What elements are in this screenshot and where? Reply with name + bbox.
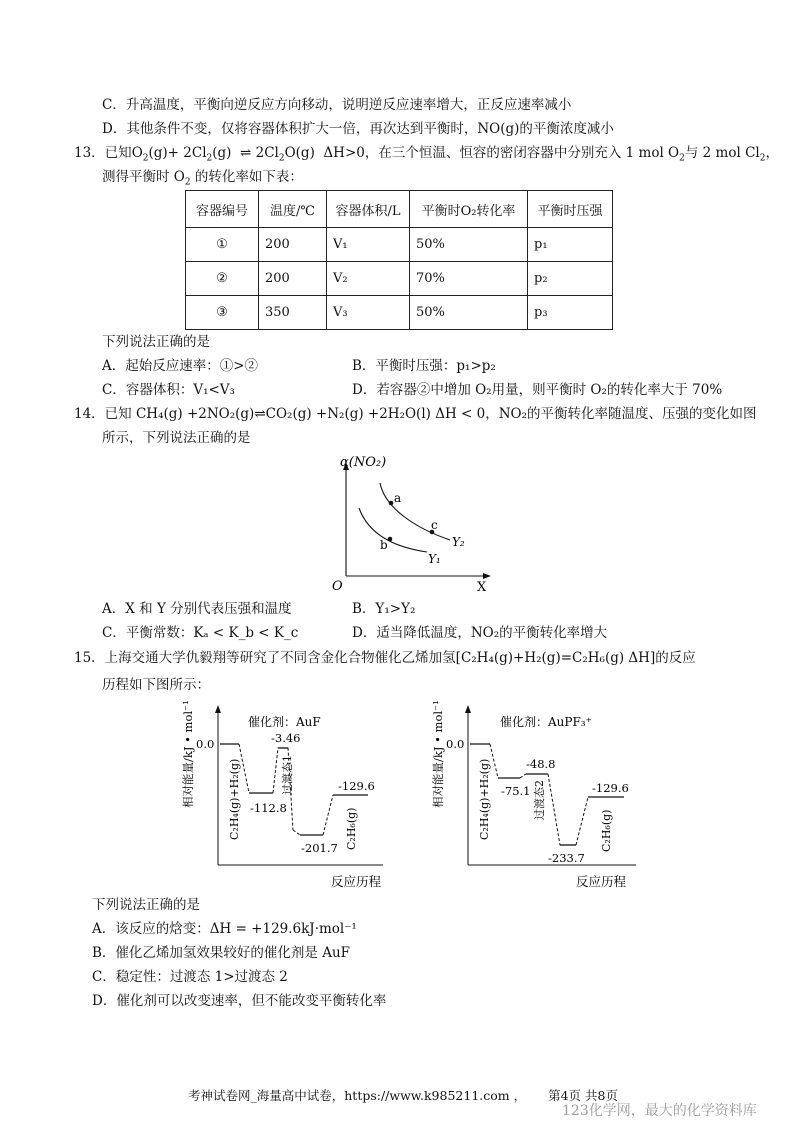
q15-option-c: C．稳定性：过渡态 1>过渡态 2 bbox=[92, 969, 288, 985]
table-cell: V₃ bbox=[327, 296, 410, 330]
level-1-label: -112.8 bbox=[250, 801, 287, 815]
q14-option-c: C．平衡常数：Kₐ < K_b < K_c bbox=[102, 625, 299, 641]
q15-stem: 15．上海交通大学仇毅翔等研究了不同含金化合物催化乙烯加氢[C₂H₄(g)+H₂(g)=C₂H₆(g) ΔH]的反应 bbox=[74, 650, 696, 666]
q15-option-d: D．催化剂可以改变速率，但不能改变平衡转化率 bbox=[92, 993, 387, 1009]
graph-x-label: X bbox=[477, 580, 487, 595]
curve-y2 bbox=[380, 483, 450, 540]
table-header-cell: 温度/℃ bbox=[259, 191, 327, 228]
footer-link-text[interactable]: 考神试卷网_海量高中试卷，https://www.k985211.com ， bbox=[188, 1088, 527, 1103]
table-cell: ③ bbox=[186, 296, 259, 330]
table-cell: V₁ bbox=[327, 228, 410, 262]
point-b-label: b bbox=[380, 538, 388, 552]
y-axis-label: 相对能量/kJ • mol⁻¹ bbox=[181, 700, 195, 808]
q13-table bbox=[185, 190, 613, 330]
level-4-label: -129.6 bbox=[592, 781, 629, 795]
level-0-label: 0.0 bbox=[446, 737, 465, 751]
table-cell: 70% bbox=[410, 262, 528, 296]
catalyst-label: 催化剂：AuF bbox=[248, 715, 321, 729]
q14-stem: 14．已知 CH₄(g) +2NO₂(g)⇌CO₂(g) +N₂(g) +2H₂O(l) ΔH < 0，NO₂的平衡转化率随温度、压强的变化如图 bbox=[74, 406, 757, 422]
q15-option-b: B．催化乙烯加氢效果较好的催化剂是 AuF bbox=[92, 945, 351, 961]
energy-diagram-auf bbox=[178, 700, 390, 895]
q14-graph bbox=[325, 448, 500, 596]
q13-stem-2: 测得平衡时 $O_2$ 的转化率如下表： bbox=[102, 169, 303, 188]
level-0-label: 0.0 bbox=[196, 737, 215, 751]
table-cell: 50% bbox=[410, 228, 528, 262]
q12-option-d: D．其他条件不变，仅将容器体积扩大一倍，再次达到平衡时，NO(g)的平衡浓度减小 bbox=[102, 121, 614, 137]
table-header-cell: 平衡时压强 bbox=[528, 191, 613, 228]
product-label: C₂H₆(g) bbox=[345, 807, 358, 850]
transition-state-label: 过渡态1 bbox=[281, 755, 294, 795]
reactant-label: C₂H₄(g)+H₂(g) bbox=[228, 758, 241, 840]
q13-option-b: B．平衡时压强：p₁>p₂ bbox=[352, 358, 496, 374]
table-row bbox=[186, 228, 613, 262]
table-header-cell: 容器编号 bbox=[186, 191, 259, 228]
table-cell: 200 bbox=[259, 228, 327, 262]
q13-stem: 13．已知$O_2(g)+ 2Cl_2(g)$ ⇌ $2Cl_2O(g)$ ΔH>0，在三个恒温、恒容的密闭容器中分别充入 1 mol $O_2$与 2 mol $Cl_2$， bbox=[74, 145, 779, 164]
level-2-label: -48.8 bbox=[526, 757, 556, 771]
graph-origin-label: O bbox=[332, 579, 343, 594]
table-cell: ② bbox=[186, 262, 259, 296]
q13-ask: 下列说法正确的是 bbox=[102, 334, 210, 350]
level-3-label: -233.7 bbox=[548, 851, 585, 865]
table-cell: p₂ bbox=[528, 262, 613, 296]
page-footer bbox=[188, 1086, 618, 1104]
q14-stem-2: 所示，下列说法正确的是 bbox=[102, 430, 251, 446]
q13-option-a: A．起始反应速率：①>② bbox=[102, 358, 259, 374]
table-cell: 350 bbox=[259, 296, 327, 330]
watermark: 123化学网，最大的化学资料库 bbox=[562, 1103, 757, 1119]
product-label: C₂H₆(g) bbox=[600, 809, 613, 852]
point-c-label: c bbox=[431, 518, 438, 532]
page-number: 第4页 共8页 bbox=[548, 1088, 618, 1103]
reactant-label: C₂H₄(g)+H₂(g) bbox=[478, 758, 491, 840]
table-cell: ① bbox=[186, 228, 259, 262]
point-b bbox=[388, 537, 393, 542]
curve-y2-label: Y₂ bbox=[452, 535, 465, 549]
table-header-cell: 容器体积/L bbox=[327, 191, 410, 228]
x-axis-label: 反应历程 bbox=[576, 874, 627, 889]
q15-stem-2: 历程如下图所示： bbox=[102, 677, 210, 693]
q15-option-a: A．该反应的焓变：ΔH = +129.6kJ·mol⁻¹ bbox=[92, 921, 357, 937]
level-3-label: -201.7 bbox=[301, 841, 338, 855]
q14-option-a: A．X 和 Y 分别代表压强和温度 bbox=[102, 601, 292, 617]
curve-y1 bbox=[359, 508, 427, 552]
table-cell: 50% bbox=[410, 296, 528, 330]
table-row bbox=[186, 262, 613, 296]
transition-state-label: 过渡态2 bbox=[533, 780, 546, 820]
table-cell: 200 bbox=[259, 262, 327, 296]
q12-option-c: C．升高温度，平衡向逆反应方向移动，说明逆反应速率增大，正反应速率减小 bbox=[102, 97, 572, 113]
table-row bbox=[186, 296, 613, 330]
point-a-label: a bbox=[394, 491, 402, 505]
catalyst-label: 催化剂：AuPF₃⁺ bbox=[500, 715, 592, 729]
level-4-label: -129.6 bbox=[338, 779, 375, 793]
q13-option-c: C．容器体积：V₁<V₃ bbox=[102, 382, 235, 398]
energy-diagram-aupf3 bbox=[428, 700, 643, 895]
table-cell: p₃ bbox=[528, 296, 613, 330]
y-axis-label: 相对能量/kJ • mol⁻¹ bbox=[431, 700, 445, 808]
graph-y-label: α(NO₂) bbox=[340, 455, 387, 470]
q14-option-b: B．Y₁>Y₂ bbox=[352, 601, 416, 617]
q13-option-d: D．若容器②中增加 O₂用量，则平衡时 O₂的转化率大于 70% bbox=[352, 382, 723, 398]
table-header-row bbox=[186, 191, 613, 228]
x-axis-label: 反应历程 bbox=[331, 874, 382, 889]
table-cell: V₂ bbox=[327, 262, 410, 296]
table-header-cell: 平衡时O₂转化率 bbox=[410, 191, 528, 228]
q14-option-d: D．适当降低温度，NO₂的平衡转化率增大 bbox=[352, 625, 608, 641]
q15-ask: 下列说法正确的是 bbox=[92, 897, 200, 913]
point-a bbox=[389, 501, 394, 506]
level-1-label: -75.1 bbox=[501, 784, 531, 798]
curve-y1-label: Y₁ bbox=[428, 552, 441, 566]
table-cell: p₁ bbox=[528, 228, 613, 262]
level-2-label: -3.46 bbox=[271, 731, 301, 745]
